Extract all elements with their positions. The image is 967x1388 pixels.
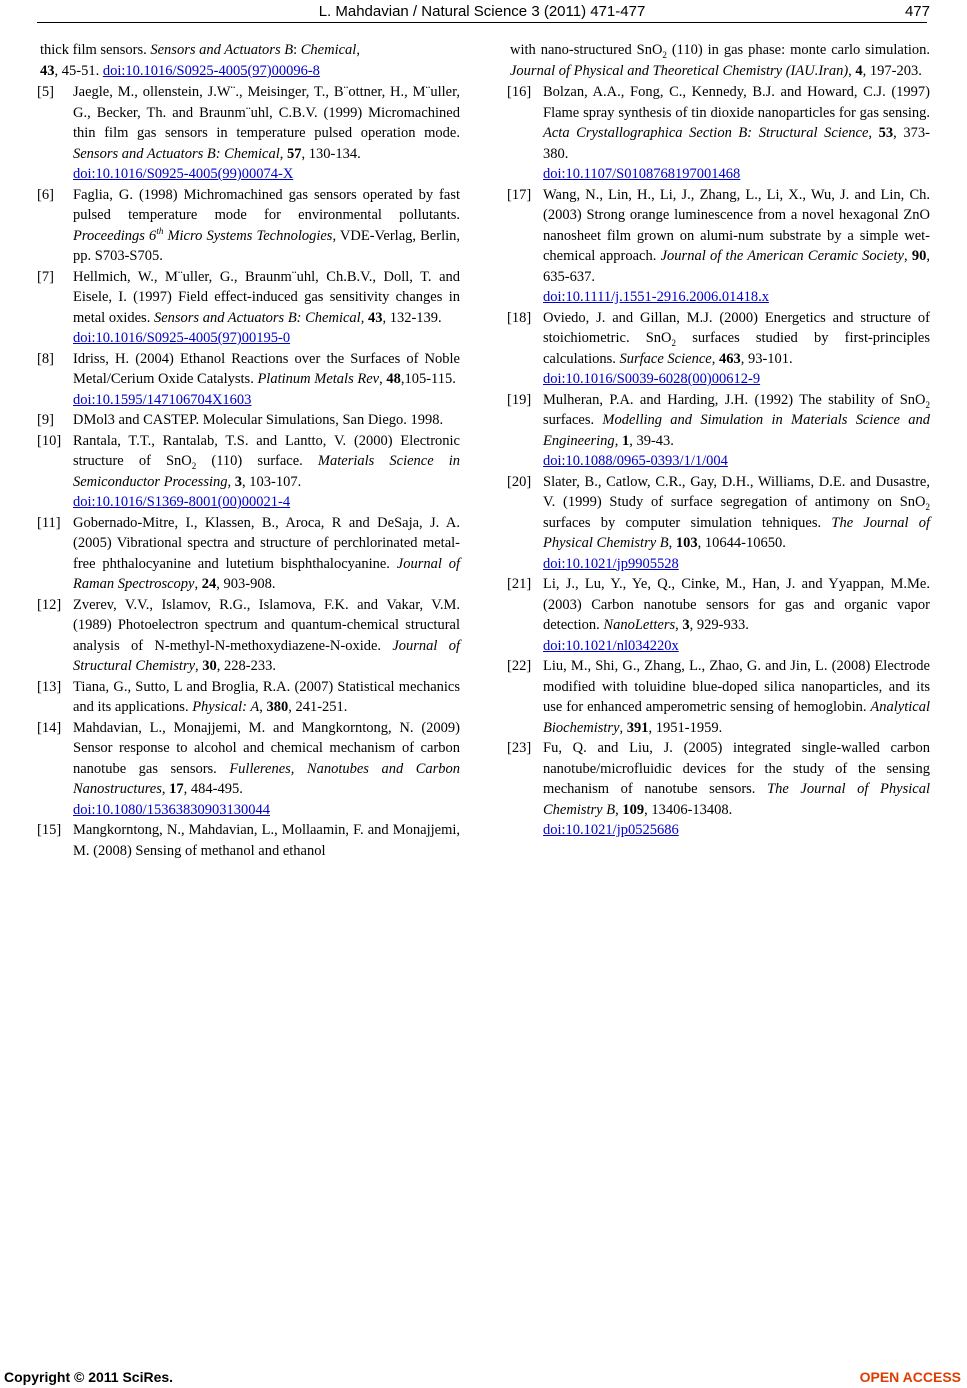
reference-item: [8] Idriss, H. (2004) Ethanol Reactions over the Surfaces of Noble Metal/Cerium Oxide Catalysts. Platinum Metals Rev, 48,105-115. doi:10.1595/147106704X1603 [37,349,460,411]
reference-item: [16] Bolzan, A.A., Fong, C., Kennedy, B.J. and Howard, C.J. (1997) Flame spray synthesis of tin dioxide nanoparticles for gas sensing. Acta Crystallographica Section B: Structural Science, 53, 373-380. doi:10.1107/S0108768197001468 [507,82,930,185]
ref-journal: Journal of Structural Chemistry [73,637,460,674]
reference-item: [22] Liu, M., Shi, G., Zhang, L., Zhao, G. and Jin, L. (2008) Electrode modified with toluidine blue-doped silica nanoparticles, and its use for enhanced amperometric sensing of hemoglobin. Analytical Biochemistry, 391, 1951-1959. [507,658,930,736]
reference-item: [12] Zverev, V.V., Islamov, R.G., Islamova, F.K. and Vakar, V.M. (1989) Photoelectron spectrum and quantum-chemical structural analysis of N-methyl-N-methoxydiazene-N-oxide. Journal of Structural Chemistry, 30, 228-233. [37,596,460,674]
ref-text: Slater, B., Catlow, C.R., Gay, D.H., Williams, D.E. and Dusastre, V. (1999) Study of surface segregation of antimony on SnO [543,473,930,510]
reference-number: [14] [37,719,62,736]
ref-pages: , 228-233. [216,658,277,674]
ref-journal: Analytical Biochemistry [543,699,930,736]
doi-link[interactable]: doi:10.1021/jp0525686 [543,822,679,838]
ref-volume: 3 [682,617,690,633]
doi-link[interactable]: doi:10.1595/147106704X1603 [73,391,252,408]
reference-number: [12] [37,596,62,613]
ref-journal: NanoLetters [603,617,676,633]
ref-text: Rantala, T.T., Rantalab, T.S. and Lantto, V. (2000) Electronic structure of SnO [73,432,460,469]
ref-pages: , 130-134. [301,145,361,162]
reference-item [37,185,460,267]
reference-item: [14] Mahdavian, L., Monajjemi, M. and Mangkorntong, N. (2009) Sensor response to alcohol and chemical mechanism of carbon nanotube gas sensors. Fullerenes, Nanotubes and Carbon Nanostructures, 17, 484-495. doi:10.1080/15363830903130044 [37,718,460,821]
doi-link[interactable]: doi:10.1016/S0925-4005(97)00096-8 [102,63,320,79]
ref-pages: , 1951-1959. [648,719,723,736]
running-title: L. Mahdavian / Natural Science 3 (2011) 471-477 [318,3,646,20]
reference-number: [5] [37,84,54,100]
ref-pages: , 39-43. [629,432,674,449]
subscript: 2 [925,501,930,512]
ref-volume: 17 [169,781,184,797]
ref-text: surfaces by computer simulation tehniques. [543,514,832,531]
doi-link[interactable]: doi:10.1016/S0925-4005(97)00195-0 [73,330,291,346]
reference-item: [23] Fu, Q. and Liu, J. (2005) integrated single-walled carbon nanotube/microfluidic devices for the study of the sensing mechanism of nanotube sensors. The Journal of Physical Chemistry B, 109, 13406-13408. doi:10.1021/jp0525686 [507,738,930,841]
page-header [37,0,930,24]
ref-pages: , 93-101. [740,350,793,367]
reference-item: [7] Hellmich, W., M¨uller, G., Braunm¨uhl, Ch.B.V., Doll, T. and Eisele, I. (1997) Field effect-induced gas sensitivity changes in metal oxides. Sensors and Actuators B: Chemical, 43, 132-139. doi:10.1016/S0925-4005(97)00195-0 [37,267,460,349]
ref-pages: , 929-933. [689,617,749,633]
ref-text: surfaces studied by first-principles calculations. [543,330,930,367]
reference-item: [11] Gobernado-Mitre, I., Klassen, B., Aroca, R and DeSaja, J. A. (2005) Vibrational spectra and structure of perchlorinated metal-free phthalocyanine and lutetium bisphthalocyanine. Journal of Raman Spectroscopy, 24, 903-908. [37,514,461,592]
reference-number: [8] [37,350,54,367]
reference-number: [10] [37,432,62,449]
doi-link[interactable]: doi:10.1021/jp9905528 [543,555,679,572]
ref-journal: Proceedings 6 [73,227,157,244]
ref-journal: Sensors and Actuators B: Chemical [153,309,361,326]
ref-journal: Journal of the American Ceramic Society [660,248,904,264]
reference-item: [18] Oviedo, J. and Gillan, M.J. (2000) Energetics and structure of stoichiometric. SnO$_2$ surfaces studied by first-principles calculations. Surface Science, 463, 93-101. doi:10.1016/S0039-6028(00)00612-9 [507,308,930,390]
reference-number: [11] [37,514,61,531]
subscript: 2 [671,337,677,348]
reference-number: [17] [507,186,532,203]
subscript: 2 [925,399,930,410]
reference-item: [20] Slater, B., Catlow, C.R., Gay, D.H., Williams, D.E. and Dusastre, V. (1999) Study of surface segregation of antimony on SnO$_2$ surfaces by computer simulation tehniques. The Journal of Physical Chemistry B, 103, 10644-10650. doi:10.1021/jp9905528 [507,472,930,575]
ref-journal: Chemical [300,42,357,58]
doi-link[interactable]: doi:10.1016/S0925-4005(99)00074-X [73,166,294,182]
ref-journal: Physical: A [192,699,260,715]
subscript: 2 [191,460,197,471]
ref-text: (110) surface. [196,453,318,469]
doi-link[interactable]: doi:10.1107/S0108768197001468 [543,166,741,182]
doi-link[interactable]: doi:10.1088/0965-0393/1/1/004 [543,453,728,469]
ref-volume: 1 [621,432,630,449]
ref-text: , VDE-Verlag, Berlin, pp. S703-S705. [73,227,460,264]
reference-item: [19] Mulheran, P.A. and Harding, J.H. (1992) The stability of SnO$_2$ surfaces. Modelling and Simulation in Materials Science and Engineering, 1, 39-43. doi:10.1088/0965-0393/1/1/004 [507,390,930,472]
ref-journal: Journal of Raman Spectroscopy [73,555,461,592]
ref-pages: , 373-380. [543,125,930,162]
ref-journal: Micro Systems Technologies [163,227,333,244]
doi-link[interactable]: doi:10.1021/nl034220x [543,637,679,654]
open-access-label: OPEN ACCESS [859,1369,961,1385]
ref-text: Faglia, G. (1998) Michromachined gas sensors operated by fast pulsed temperature mode for environmental pollutants. [73,186,460,223]
ref-volume: 48 [386,371,401,387]
reference-number: [19] [507,391,532,408]
left-column [37,40,460,861]
ref-journal: Modelling and Simulation in Materials Science and Engineering [543,412,930,449]
ref-pages: , 103-107. [242,473,302,490]
right-column [507,40,930,841]
reference-number: [16] [507,84,532,100]
reference-number: [15] [37,822,62,838]
ref-volume: 109 [622,801,645,818]
ref-text: Oviedo, J. and Gillan, M.J. (2000) Energetics and structure of stoichiometric. SnO [543,309,930,346]
ref-pages: , 484-495. [183,781,243,797]
ref-pages: , 10644-10650. [697,535,786,551]
ref-journal: Sensors and Actuators B [150,42,294,58]
ref-journal: Materials Science in Semiconductor Processing [73,453,461,490]
ref-pages: , 635-637. [543,248,931,285]
ref-text: with nano-structured SnO [510,42,663,58]
reference-list [507,82,930,841]
ref-text: DMol3 and CASTEP. Molecular Simulations, San Diego. 1998. [73,412,444,428]
ref-pages: , 197-203. [862,63,922,79]
ref-text: surfaces. [543,412,603,428]
reference-list [37,82,460,861]
ref-text: thick film sensors. [40,42,151,58]
ref-text: Wang, N., Lin, H., Li, J., Zhang, L., Li, X., Wu, J. and Lin, Ch. (2003) Strong orange luminescence from a novel hexagonal ZnO nanosheet film grown on alumi-num substrate by a simple wet-chemical approach. [543,186,930,264]
doi-link[interactable]: doi:10.1111/j.1551-2916.2006.01418.x [543,289,769,305]
reference-number: [13] [37,678,62,695]
ref-volume: 391 [626,719,649,736]
ref-volume: 24 [201,576,217,592]
doi-link[interactable]: doi:10.1016/S0039-6028(00)00612-9 [543,371,761,387]
ref-text: Fu, Q. and Liu, J. (2005) integrated single-walled carbon nanotube/microfluidic devices for the study of the sensing mechanism of nanotube sensors. [543,740,930,797]
ref-volume: 53 [878,125,894,141]
header-rule [37,22,927,23]
doi-link[interactable]: doi:10.1016/S1369-8001(00)00021-4 [73,494,291,510]
reference-number: [22] [507,658,532,674]
ref-volume: 90 [911,248,927,264]
ref-text: Hellmich, W., M¨uller, G., Braunm¨uhl, Ch.B.V., Doll, T. and Eisele, I. (1997) Field effect-induced gas sensitivity changes in metal oxides. [73,268,460,326]
ref-journal: Platinum Metals Rev [257,371,380,387]
ref-text: Mahdavian, L., Monajjemi, M. and Mangkorntong, N. (2009) Sensor response to alcohol and chemical mechanism of carbon nanotube gas sensors. [73,719,460,777]
ref-volume: 4 [855,63,863,79]
ref-journal: Fullerenes, Nanotubes and Carbon Nanostructures [73,760,461,797]
reference-number: [23] [507,740,532,756]
ref-journal: The Journal of Physical Chemistry B [543,781,930,818]
copyright-notice: Copyright © 2011 SciRes. [4,1369,174,1385]
ref-text: Idriss, H. (2004) Ethanol Reactions over the Surfaces of Noble Metal/Cerium Oxide Catalysts. [73,350,460,387]
reference-item [37,410,460,431]
reference-number: [7] [37,268,54,285]
ref-pages: , 13406-13408. [644,801,733,818]
ref-journal: The Journal of Physical Chemistry B [543,514,930,551]
ref-volume: 3 [234,473,243,490]
reference-number: [21] [507,576,532,592]
ref-text: (110) in gas phase: monte carlo simulation. [666,42,930,58]
ref-text: Mangkorntong, N., Mahdavian, L., Mollaamin, F. and Monajjemi, M. (2008) Sensing of methanol and ethanol [73,822,460,859]
reference-continuation: with nano-structured SnO$_2$ (110) in gas phase: monte carlo simulation. Journal of Physical and Theoretical Chemistry (IAU.Iran), 4, 197-203. [510,42,930,79]
ref-pages: , 45-51. [54,63,103,79]
reference-item: [5] Jaegle, M., ollenstein, J.W¨., Meisinger, T., B¨ottner, H., M¨uller, G., Becker, Th. and Braunm¨uhl, C.B.V. (1999) Micromachined thin film gas sensors in temperature pulsed operation mode. Sensors and Actuators B: Chemical, 57, 130-134. doi:10.1016/S0925-4005(99)00074-X [37,82,460,185]
subscript: 2 [662,49,667,60]
reference-item: [17] Wang, N., Lin, H., Li, J., Zhang, L., Li, X., Wu, J. and Lin, Ch. (2003) Strong orange luminescence from a novel hexagonal ZnO nanosheet film grown on alumi-num substrate by a simple wet-chemical approach. Journal of the American Ceramic Society, 90, 635-637. doi:10.1111/j.1551-2916.2006.01418.x [507,185,930,308]
ref-journal: Sensors and Actuators B: Chemical [73,145,280,162]
reference-item: [13] Tiana, G., Sutto, L and Broglia, R.A. (2007) Statistical mechanics and its applications. Physical: A, 380, 241-251. [37,678,460,715]
ref-text: Zverev, V.V., Islamov, R.G., Islamova, F.K. and Vakar, V.M. (1989) Photoelectron spectrum and quantum-chemical structural analysis of N-methyl-N-methoxydiazene-N-oxide. [73,596,460,654]
superscript: th [156,225,164,236]
reference-number: [6] [37,186,54,203]
ref-volume: 380 [266,699,289,715]
reference-item: [21] Li, J., Lu, Y., Ye, Q., Cinke, M., Han, J. and Yyappan, M.Me. (2003) Carbon nanotube sensors for gas and organic vapor detection. NanoLetters, 3, 929-933. doi:10.1021/nl034220x [507,574,930,656]
reference-number: [20] [507,473,532,490]
ref-pages: ,105-115. [400,371,456,387]
ref-text: Tiana, G., Sutto, L and Broglia, R.A. (2007) Statistical mechanics and its applications. [73,678,460,715]
ref-text: Gobernado-Mitre, I., Klassen, B., Aroca, R and DeSaja, J. A. (2005) Vibrational spectra and structure of perchlorinated metal-free phthalocyanine and lutetium bisphthalocyanine. [73,514,460,572]
ref-volume: 103 [675,535,698,551]
ref-text: Li, J., Lu, Y., Ye, Q., Cinke, M., Han, J. and Yyappan, M.Me. (2003) Carbon nanotube sensors for gas and organic vapor detection. [543,576,930,633]
ref-text: Jaegle, M., ollenstein, J.W¨., Meisinger, T., B¨ottner, H., M¨uller, G., Becker, Th. and Braunm¨uhl, C.B.V. (1999) Micromachined thin film gas sensors in temperature pulsed operation mode. [73,84,460,141]
ref-pages: , 903-908. [216,576,276,592]
ref-volume: 57 [287,145,302,162]
reference-number: [18] [507,309,532,326]
ref-volume: 43 [367,309,383,326]
ref-journal: Surface Science [619,350,712,367]
ref-volume: 463 [718,350,741,367]
ref-text: Mulheran, P.A. and Harding, J.H. (1992) The stability of SnO [543,391,926,408]
ref-text: , [356,42,360,58]
ref-text: : [293,42,301,58]
ref-journal: Journal of Physical and Theoretical Chemistry (IAU.Iran) [510,63,849,79]
ref-pages: , 241-251. [288,699,348,715]
reference-item: [10] Rantala, T.T., Rantalab, T.S. and Lantto, V. (2000) Electronic structure of SnO$_2$ (110) surface. Materials Science in Semiconductor Processing, 3, 103-107. doi:10.1016/S1369-8001(00)00021-4 [37,431,460,513]
reference-item [37,820,460,861]
reference-number: [9] [37,412,54,428]
reference-continuation [37,40,460,82]
ref-pages: , 132-139. [382,309,442,326]
doi-link[interactable]: doi:10.1080/15363830903130044 [73,801,270,818]
ref-journal: Acta Crystallographica Section B: Structural Science [543,125,869,141]
page-number: 477 [904,3,930,20]
ref-volume: 43 [40,63,55,79]
ref-text: Bolzan, A.A., Fong, C., Kennedy, B.J. and Howard, C.J. (1997) Flame spray synthesis of tin dioxide nanoparticles for gas sensing. [543,84,930,121]
page-footer [0,1364,967,1388]
ref-volume: 30 [202,658,217,674]
ref-text: Liu, M., Shi, G., Zhang, L., Zhao, G. and Jin, L. (2008) Electrode modified with toluidine blue-doped silica nanoparticles, and its use for enhanced amperometric sensing of hemoglobin. [543,658,930,715]
